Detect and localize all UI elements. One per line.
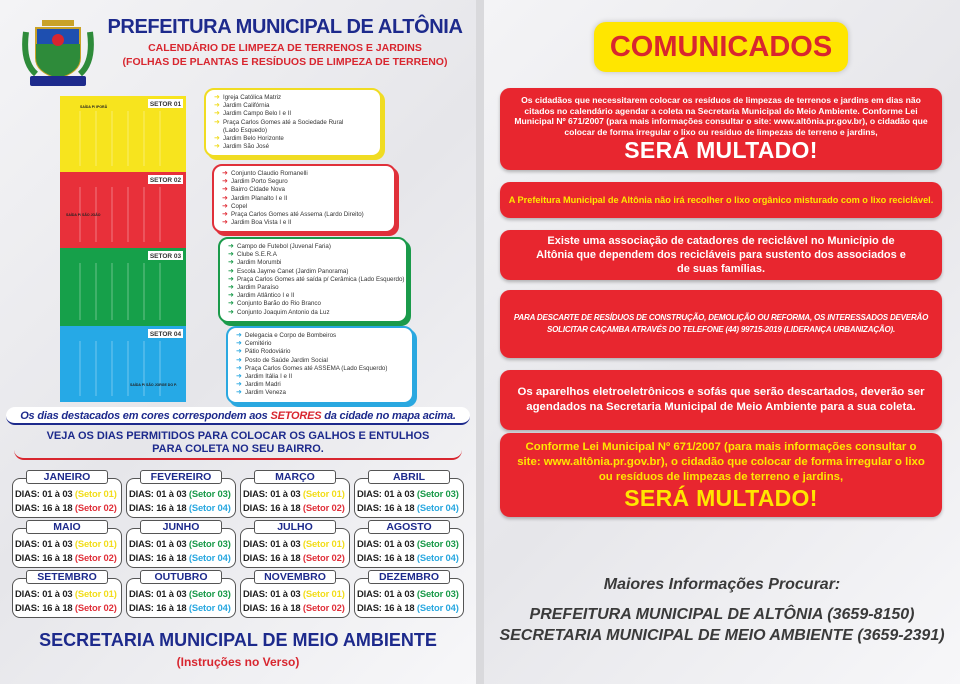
city-crest-logo bbox=[22, 12, 94, 88]
schedule-line bbox=[129, 601, 235, 615]
month-card bbox=[126, 470, 236, 516]
arrow-icon: ➜ bbox=[214, 118, 220, 126]
arrow-icon: ➜ bbox=[236, 364, 242, 372]
neighborhood-item bbox=[214, 127, 372, 135]
neighborhood-item bbox=[222, 178, 386, 186]
schedule-line bbox=[357, 501, 463, 515]
schedule-line bbox=[129, 487, 235, 501]
info-contact: PREFEITURA MUNICIPAL DE ALTÔNIA (3659-8150) bbox=[529, 606, 915, 623]
schedule-line bbox=[357, 587, 463, 601]
day-range: DIAS: 01 à 03 bbox=[243, 588, 303, 599]
neighborhood-name: Conjunto Claudio Romanelli bbox=[231, 170, 308, 177]
arrow-icon: ➜ bbox=[214, 94, 220, 101]
arrow-icon: ➜ bbox=[228, 267, 234, 275]
month-name: AGOSTO bbox=[368, 520, 450, 534]
month-name: MAIO bbox=[26, 520, 108, 534]
arrow-icon: ➜ bbox=[236, 348, 242, 356]
subtitle-2: (FOLHAS DE PLANTAS E RESÍDUOS DE LIMPEZA DE TERRENO) bbox=[122, 56, 448, 68]
day-range: DIAS: 01 à 03 bbox=[357, 588, 417, 599]
month-schedule bbox=[354, 578, 464, 618]
notice-card-electronics bbox=[500, 370, 942, 430]
sector-map bbox=[60, 96, 186, 402]
info-heading: Maiores Informações Procurar: bbox=[603, 576, 841, 593]
day-range: DIAS: 01 à 03 bbox=[243, 538, 303, 549]
neighborhood-name: Delegacia e Corpo de Bombeiros bbox=[245, 332, 337, 339]
neighborhood-item bbox=[228, 275, 405, 284]
schedule-line bbox=[243, 487, 349, 501]
arrow-icon: ➜ bbox=[222, 186, 228, 194]
day-range: DIAS: 16 à 18 bbox=[357, 552, 417, 563]
notice-card-recyclers bbox=[500, 230, 942, 280]
notice-text: Existe uma associação de catadores de reciclável no Município de Altônia que dependem dos recicláveis para sustento dos associados e de suas famílias. bbox=[536, 235, 906, 275]
neighborhood-item bbox=[228, 284, 398, 292]
neighborhood-item bbox=[236, 332, 404, 340]
arrow-icon: ➜ bbox=[222, 211, 228, 219]
neighborhood-name: Escola Jayme Canet (Jardim Panorama) bbox=[237, 267, 349, 275]
sector-note bbox=[6, 407, 470, 425]
neighborhood-item bbox=[214, 135, 372, 143]
sector-3-neighborhoods bbox=[218, 237, 408, 323]
day-range: DIAS: 16 à 18 bbox=[15, 602, 75, 613]
month-card bbox=[126, 520, 236, 566]
instructions-line: PARA COLETA NO SEU BAIRRO. bbox=[152, 443, 324, 455]
sector-tag: (Setor 02) bbox=[74, 552, 117, 563]
sector-tag: (Setor 04) bbox=[188, 552, 231, 563]
sector-tag: (Setor 01) bbox=[302, 588, 345, 599]
sector-tag: (Setor 02) bbox=[302, 502, 345, 513]
neighborhood-name: Clube S.E.R.A bbox=[237, 251, 277, 259]
sector-tag: (Setor 04) bbox=[416, 602, 459, 613]
month-card bbox=[12, 570, 122, 616]
day-range: DIAS: 01 à 03 bbox=[129, 538, 189, 549]
sector-tag: (Setor 04) bbox=[188, 602, 231, 613]
notice-card-construction bbox=[500, 290, 942, 358]
arrow-icon: ➜ bbox=[236, 373, 242, 381]
neighborhood-item bbox=[236, 348, 404, 356]
schedule-line bbox=[243, 551, 349, 565]
neighborhood-item bbox=[222, 195, 386, 203]
arrow-icon: ➜ bbox=[236, 381, 242, 389]
neighborhood-name: Jardim Califórnia bbox=[223, 102, 270, 110]
notice-text: Os aparelhos eletroeletrônicos e sofás que serão descartados, deverão ser agendados na Secretaria Municipal de Meio Ambiente para a sua coleta. bbox=[517, 386, 925, 413]
month-card bbox=[354, 570, 464, 616]
month-card bbox=[12, 470, 122, 516]
neighborhood-name: Copel bbox=[231, 202, 248, 210]
neighborhood-name: Cemitério bbox=[245, 340, 272, 348]
neighborhood-name: Praça Carlos Gomes até a Sociedade Rural bbox=[223, 118, 344, 126]
note-highlight: SETORES bbox=[270, 410, 322, 422]
month-name: SETEMBRO bbox=[26, 570, 108, 584]
schedule-line bbox=[15, 487, 121, 501]
day-range: DIAS: 16 à 18 bbox=[129, 502, 189, 513]
sector-tag: (Setor 02) bbox=[74, 602, 117, 613]
map-sector-label: SETOR 03 bbox=[149, 253, 182, 260]
month-schedule bbox=[126, 578, 236, 618]
calendar-page bbox=[0, 0, 476, 684]
neighborhood-item bbox=[236, 340, 404, 348]
arrow-icon: ➜ bbox=[228, 308, 234, 316]
schedule-line bbox=[357, 487, 463, 501]
notice-card-organic bbox=[500, 182, 942, 218]
arrow-icon: ➜ bbox=[222, 194, 228, 202]
month-name: FEVEREIRO bbox=[140, 470, 222, 484]
month-card bbox=[354, 520, 464, 566]
day-range: DIAS: 16 à 18 bbox=[129, 602, 189, 613]
arrow-icon: ➜ bbox=[214, 110, 220, 118]
neighborhood-name: Campo de Futebol (Juvenal Faria) bbox=[237, 243, 331, 250]
month-name: OUTUBRO bbox=[140, 570, 222, 584]
neighborhood-name: Posto de Saúde Jardim Social bbox=[245, 356, 328, 364]
day-range: DIAS: 16 à 18 bbox=[15, 502, 75, 513]
neighborhood-name: Praça Carlos Gomes até Assema (Lardo Direito) bbox=[231, 211, 364, 219]
month-name: DEZEMBRO bbox=[368, 570, 450, 584]
sector-tag: (Setor 02) bbox=[302, 602, 345, 613]
sector-tag: (Setor 01) bbox=[74, 538, 117, 549]
sector-tag: (Setor 03) bbox=[416, 488, 459, 499]
note-text-end: da cidade no mapa acima. bbox=[321, 410, 456, 422]
schedule-line bbox=[15, 501, 121, 515]
month-schedule bbox=[12, 528, 122, 568]
arrow-icon: ➜ bbox=[228, 292, 234, 300]
arrow-icon: ➜ bbox=[236, 389, 242, 397]
sector-tag: (Setor 01) bbox=[302, 488, 345, 499]
day-range: DIAS: 16 à 18 bbox=[357, 602, 417, 613]
neighborhood-item bbox=[236, 357, 404, 365]
schedule-line bbox=[15, 587, 121, 601]
neighborhood-name: Praça Carlos Gomes até ASSEMA (Lado Esquerdo) bbox=[245, 364, 388, 372]
neighborhood-name: Jardim Morumbi bbox=[237, 259, 282, 267]
month-name: MARÇO bbox=[254, 470, 336, 484]
footer-title: SECRETARIA MUNICIPAL DE MEIO AMBIENTE bbox=[39, 630, 437, 650]
month-schedule bbox=[126, 528, 236, 568]
neighborhood-item bbox=[228, 300, 398, 308]
day-range: DIAS: 16 à 18 bbox=[129, 552, 189, 563]
sector-tag: (Setor 04) bbox=[188, 502, 231, 513]
neighborhood-item bbox=[228, 309, 398, 317]
arrow-icon: ➜ bbox=[222, 202, 228, 210]
map-exit-label: SAÍDA P/ SÃO JOÃO bbox=[66, 213, 101, 217]
day-range: DIAS: 01 à 03 bbox=[243, 488, 303, 499]
schedule-line bbox=[243, 587, 349, 601]
neighborhood-name: Jardim Belo Horizonte bbox=[223, 135, 284, 143]
map-sector-label: SETOR 04 bbox=[149, 331, 182, 338]
neighborhood-item bbox=[222, 170, 386, 178]
neighborhood-item bbox=[214, 110, 372, 118]
neighborhood-name: Jardim Atlântico I e II bbox=[237, 292, 295, 300]
schedule-line bbox=[15, 537, 121, 551]
arrow-icon: ➜ bbox=[228, 251, 234, 259]
neighborhood-item bbox=[222, 203, 386, 211]
neighborhood-item bbox=[236, 365, 404, 373]
notices-title: COMUNICADOS bbox=[594, 22, 848, 72]
schedule-line bbox=[243, 537, 349, 551]
arrow-icon: ➜ bbox=[236, 340, 242, 348]
schedule-line bbox=[15, 601, 121, 615]
arrow-icon: ➜ bbox=[214, 102, 220, 110]
neighborhood-item bbox=[214, 102, 372, 110]
arrow-icon: ➜ bbox=[228, 259, 234, 267]
map-exit-label: SAÍDA P/ SÃO JORGE DO P. bbox=[130, 383, 177, 387]
month-schedule bbox=[12, 478, 122, 518]
month-schedule bbox=[354, 528, 464, 568]
arrow-icon: ➜ bbox=[228, 243, 234, 250]
schedule-line bbox=[129, 501, 235, 515]
sector-tag: (Setor 03) bbox=[188, 538, 231, 549]
notice-text: A Prefeitura Municipal de Altônia não irá recolher o lixo orgânico misturado com o lixo reciclável. bbox=[508, 195, 934, 205]
schedule-line bbox=[357, 601, 463, 615]
arrow-icon: ➜ bbox=[222, 170, 228, 177]
sector-1-neighborhoods bbox=[204, 88, 382, 157]
neighborhood-item bbox=[236, 381, 404, 389]
arrow-icon: ➜ bbox=[214, 135, 220, 143]
sector-4-neighborhoods bbox=[226, 326, 414, 404]
sector-tag: (Setor 02) bbox=[302, 552, 345, 563]
month-schedule bbox=[354, 478, 464, 518]
month-schedule bbox=[12, 578, 122, 618]
sector-tag: (Setor 01) bbox=[302, 538, 345, 549]
notice-card-fine bbox=[500, 88, 942, 170]
schedule-line bbox=[243, 601, 349, 615]
neighborhood-item bbox=[214, 119, 372, 127]
schedule-line bbox=[129, 551, 235, 565]
neighborhood-item bbox=[228, 251, 398, 259]
info-contact: SECRETARIA MUNICIPAL DE MEIO AMBIENTE (3659-2391) bbox=[499, 627, 945, 644]
map-exit-label: SAÍDA P/ IPORÃ bbox=[80, 105, 108, 109]
arrow-icon: ➜ bbox=[228, 300, 234, 308]
sector-2-neighborhoods bbox=[212, 164, 396, 233]
neighborhood-item bbox=[222, 219, 386, 227]
note-text: Os dias destacados em cores correspondem aos bbox=[20, 410, 271, 422]
month-card bbox=[12, 520, 122, 566]
day-range: DIAS: 01 à 03 bbox=[129, 488, 189, 499]
sector-tag: (Setor 03) bbox=[188, 488, 231, 499]
arrow-icon: ➜ bbox=[228, 275, 234, 283]
month-card bbox=[126, 570, 236, 616]
neighborhood-item bbox=[222, 211, 386, 219]
footer-subtitle: (Instruções no Verso) bbox=[176, 655, 300, 669]
month-name: ABRIL bbox=[368, 470, 450, 484]
fine-alert: SERÁ MULTADO! bbox=[624, 137, 818, 163]
neighborhood-name: Jardim Paraíso bbox=[237, 284, 279, 292]
schedule-line bbox=[357, 551, 463, 565]
month-card bbox=[240, 520, 350, 566]
month-schedule bbox=[240, 528, 350, 568]
neighborhood-name: Jardim Porto Seguro bbox=[231, 178, 288, 186]
subtitle: CALENDÁRIO DE LIMPEZA DE TERRENOS E JARDINS bbox=[148, 42, 422, 54]
neighborhood-name: Jardim São José bbox=[223, 143, 270, 151]
neighborhood-item bbox=[236, 373, 404, 381]
schedule-line bbox=[15, 551, 121, 565]
schedule-line bbox=[129, 587, 235, 601]
day-range: DIAS: 16 à 18 bbox=[243, 502, 303, 513]
day-range: DIAS: 16 à 18 bbox=[243, 602, 303, 613]
notices-page bbox=[484, 0, 960, 684]
month-name: JUNHO bbox=[140, 520, 222, 534]
sector-tag: (Setor 01) bbox=[74, 588, 117, 599]
instructions-line: VEJA OS DIAS PERMITIDOS PARA COLOCAR OS GALHOS E ENTULHOS bbox=[46, 430, 430, 442]
month-schedule bbox=[126, 478, 236, 518]
neighborhood-name: Praça Carlos Gomes até saída p/ Cerâmica (Lado Esquerdo) bbox=[237, 275, 405, 283]
notice-card-fine-2 bbox=[500, 433, 942, 517]
arrow-icon: ➜ bbox=[228, 284, 234, 292]
neighborhood-item bbox=[214, 143, 372, 151]
arrow-icon: ➜ bbox=[214, 143, 220, 151]
map-sector-label: SETOR 02 bbox=[149, 177, 182, 184]
day-range: DIAS: 16 à 18 bbox=[15, 552, 75, 563]
neighborhood-item bbox=[228, 259, 398, 267]
fine-alert: SERÁ MULTADO! bbox=[624, 484, 818, 511]
neighborhood-name: Pátio Rodoviário bbox=[245, 348, 291, 356]
neighborhood-name: Jardim Planalto I e II bbox=[231, 194, 288, 202]
month-name: JULHO bbox=[254, 520, 336, 534]
day-range: DIAS: 01 à 03 bbox=[15, 538, 75, 549]
neighborhood-name: Igreja Católica Matriz bbox=[223, 94, 282, 101]
day-range: DIAS: 01 à 03 bbox=[129, 588, 189, 599]
sector-tag: (Setor 03) bbox=[416, 588, 459, 599]
neighborhood-item bbox=[214, 94, 372, 102]
neighborhood-item bbox=[228, 243, 398, 251]
arrow-icon: ➜ bbox=[236, 332, 242, 339]
month-card bbox=[354, 470, 464, 516]
neighborhood-name: Jardim Madri bbox=[245, 381, 281, 389]
map-sector-label: SETOR 01 bbox=[149, 101, 182, 108]
instructions-heading bbox=[14, 430, 462, 460]
arrow-icon: ➜ bbox=[222, 219, 228, 227]
notice-text: Conforme Lei Municipal Nº 671/2007 (para mais informações consultar o site: www.altônia.pr.gov.br), o cidadão que colocar de forma irregular o lixo ou resíduos de limpezas de terreno e jardins, bbox=[517, 440, 925, 483]
day-range: DIAS: 01 à 03 bbox=[15, 488, 75, 499]
neighborhood-name: Jardim Veneza bbox=[245, 389, 286, 397]
sector-tag: (Setor 04) bbox=[416, 502, 459, 513]
schedule-line bbox=[243, 501, 349, 515]
neighborhood-name: Bairro Cidade Nova bbox=[231, 186, 285, 194]
neighborhood-item bbox=[222, 186, 386, 194]
month-card bbox=[240, 470, 350, 516]
month-card bbox=[240, 570, 350, 616]
month-name: NOVEMBRO bbox=[254, 570, 336, 584]
sector-tag: (Setor 03) bbox=[188, 588, 231, 599]
day-range: DIAS: 01 à 03 bbox=[357, 538, 417, 549]
neighborhood-name: Conjunto Joaquim Antonio da Luz bbox=[237, 308, 330, 316]
sector-tag: (Setor 03) bbox=[416, 538, 459, 549]
neighborhood-name: Conjunto Barão do Rio Branco bbox=[237, 300, 321, 308]
month-name: JANEIRO bbox=[26, 470, 108, 484]
sector-tag: (Setor 02) bbox=[74, 502, 117, 513]
schedule-line bbox=[129, 537, 235, 551]
day-range: DIAS: 01 à 03 bbox=[357, 488, 417, 499]
month-schedule bbox=[240, 578, 350, 618]
page-title: PREFEITURA MUNICIPAL DE ALTÔNIA bbox=[107, 16, 463, 38]
neighborhood-name: (Lado Esquedo) bbox=[223, 126, 268, 134]
sector-tag: (Setor 01) bbox=[74, 488, 117, 499]
notice-text: Os cidadãos que necessitarem colocar os resíduos de limpezas de terrenos e jardins em dias não citados no calendário agendar a coleta na Secretaria Municipal do Meio Ambiente. Conforme Lei Municipal Nº 671/2007 (para mais informações consultar o site: www.altônia.pr.gov.br), o cidadão que colocar de forma irregular o lixo ou resíduo de limpezas de terreno e jardins, bbox=[514, 95, 928, 137]
day-range: DIAS: 01 à 03 bbox=[15, 588, 75, 599]
neighborhood-item bbox=[228, 268, 398, 276]
neighborhood-name: Jardim Campo Belo I e II bbox=[223, 110, 292, 118]
notice-text: PARA DESCARTE DE RESÍDUOS DE CONSTRUÇÃO, DEMOLIÇÃO OU REFORMA, OS INTERESSADOS DEVERÃO SOLICITAR CAÇAMBA ATRAVÉS DO TELEFONE (44) 99715-2019 (LIDERANÇA URBANIZAÇÃO). bbox=[513, 313, 929, 334]
neighborhood-item bbox=[228, 292, 398, 300]
day-range: DIAS: 16 à 18 bbox=[243, 552, 303, 563]
neighborhood-item bbox=[236, 389, 404, 397]
neighborhood-name: Jardim Itália I e II bbox=[245, 373, 293, 381]
day-range: DIAS: 16 à 18 bbox=[357, 502, 417, 513]
month-schedule bbox=[240, 478, 350, 518]
sector-tag: (Setor 04) bbox=[416, 552, 459, 563]
arrow-icon: ➜ bbox=[236, 356, 242, 364]
neighborhood-name: Jardim Boa Vista I e II bbox=[231, 219, 292, 227]
arrow-icon: ➜ bbox=[222, 178, 228, 186]
schedule-line bbox=[357, 537, 463, 551]
